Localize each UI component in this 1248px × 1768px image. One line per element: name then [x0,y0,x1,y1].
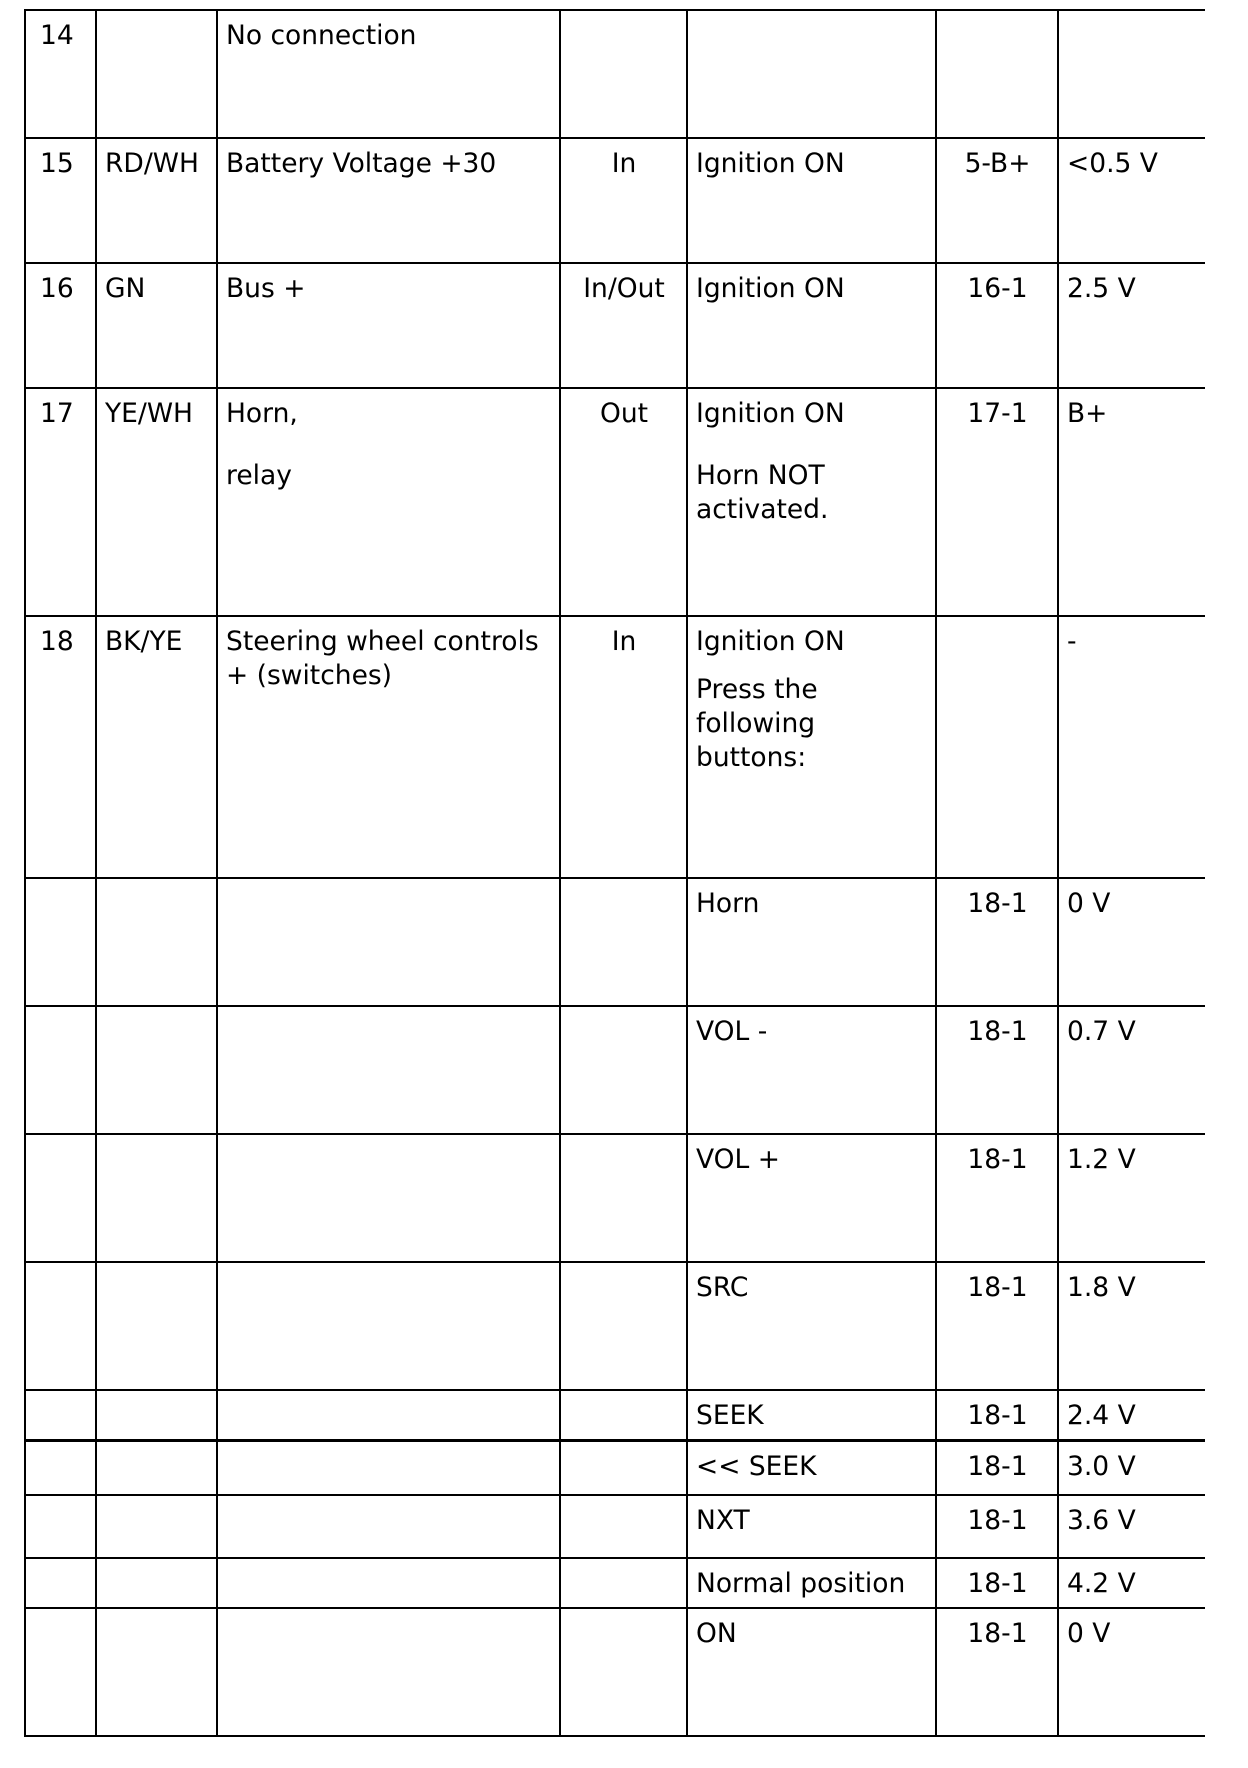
value-cell [1058,1390,1205,1440]
direction-cell [560,1440,687,1495]
condition-line: Normal position [696,1568,906,1599]
color-text: YE/WH [105,398,193,429]
table-row [25,10,1205,138]
condition-cell [687,10,936,138]
pin-number-cell [25,138,96,263]
direction-text: Out [599,398,649,429]
wire-color-cell [96,1262,217,1390]
wire-color-cell [96,1390,217,1440]
wire-color-cell [96,10,217,138]
table-row [25,1440,1205,1495]
pin-assignment-table [24,9,1205,1737]
function-line: Battery Voltage +30 [226,148,497,179]
terminal-text: 18-1 [967,1450,1028,1482]
condition-cell [687,1495,936,1558]
pin-number-cell [25,1262,96,1390]
value-cell [1058,1440,1205,1495]
terminal-cell [936,1495,1058,1558]
wire-color-cell [96,1495,217,1558]
condition-line: << SEEK [696,1450,817,1482]
function-cell [217,1440,560,1495]
table-row [25,1390,1205,1440]
terminal-text: 16-1 [967,273,1028,304]
table-row [25,1134,1205,1262]
value-text: 2.5 V [1067,273,1136,304]
value-cell [1058,388,1205,616]
condition-cell [687,1440,936,1495]
wire-color-cell [96,388,217,616]
condition-line: Horn [696,888,760,919]
value-text: 2.4 V [1067,1400,1136,1431]
condition-line: NXT [696,1505,750,1536]
pin-number-cell [25,1608,96,1736]
direction-cell [560,1558,687,1608]
value-cell [1058,1558,1205,1608]
terminal-text: 17-1 [967,398,1028,429]
pin-text: 17 [40,398,74,429]
terminal-cell [936,138,1058,263]
terminal-text: 18-1 [967,1505,1028,1536]
function-cell [217,10,560,138]
terminal-text: 18-1 [967,1016,1028,1047]
wire-color-cell [96,1134,217,1262]
terminal-cell [936,1262,1058,1390]
terminal-cell [936,10,1058,138]
table-body [25,10,1205,1736]
table-row [25,878,1205,1006]
table-row [25,388,1205,616]
function-cell [217,1134,560,1262]
direction-cell [560,1262,687,1390]
terminal-text: 18-1 [967,1272,1028,1303]
condition-line: Ignition ON [696,273,845,304]
pin-number-cell [25,1390,96,1440]
value-text: 0 V [1067,888,1111,919]
table-row [25,1006,1205,1134]
condition-cell [687,1608,936,1736]
condition-cell [687,616,936,878]
value-text: - [1067,626,1077,657]
terminal-text: 18-1 [967,1400,1028,1431]
value-text: B+ [1067,398,1108,429]
pin-number-cell [25,878,96,1006]
function-line: relay [226,460,292,491]
direction-cell [560,1495,687,1558]
value-cell [1058,878,1205,1006]
value-text: 3.6 V [1067,1505,1136,1536]
color-text: RD/WH [105,148,199,179]
condition-line: ON [696,1618,737,1649]
function-cell [217,1390,560,1440]
pin-number-cell [25,263,96,388]
terminal-text: 18-1 [967,888,1028,919]
table-row [25,1262,1205,1390]
table-row [25,1558,1205,1608]
value-cell [1058,1134,1205,1262]
direction-cell [560,10,687,138]
terminal-cell [936,1390,1058,1440]
condition-line: SEEK [696,1400,764,1431]
value-text: 4.2 V [1067,1568,1136,1599]
function-cell [217,616,560,878]
condition-line: Horn NOT activated. [696,460,829,525]
condition-cell [687,388,936,616]
direction-cell [560,138,687,263]
condition-line: Ignition ON [696,148,845,179]
value-text: 3.0 V [1067,1450,1136,1482]
function-cell [217,1495,560,1558]
value-text: 1.2 V [1067,1144,1136,1175]
wire-color-cell [96,263,217,388]
pin-text: 15 [40,148,74,179]
function-line: Bus + [226,273,306,304]
pin-number-cell [25,10,96,138]
direction-cell [560,1134,687,1262]
wire-color-cell [96,138,217,263]
value-cell [1058,616,1205,878]
value-cell [1058,263,1205,388]
direction-cell [560,878,687,1006]
terminal-cell [936,1558,1058,1608]
pin-number-cell [25,388,96,616]
value-text: 1.8 V [1067,1272,1136,1303]
terminal-cell [936,1608,1058,1736]
wire-color-cell [96,616,217,878]
terminal-cell [936,878,1058,1006]
function-cell [217,263,560,388]
condition-cell [687,138,936,263]
value-cell [1058,1006,1205,1134]
condition-cell [687,1558,936,1608]
pin-number-cell [25,1558,96,1608]
wire-color-cell [96,1006,217,1134]
condition-cell [687,878,936,1006]
wire-color-cell [96,1440,217,1495]
function-line: No connection [226,20,417,51]
direction-cell [560,1608,687,1736]
terminal-cell [936,1440,1058,1495]
wire-color-cell [96,1608,217,1736]
table-row [25,1608,1205,1736]
table-row [25,1495,1205,1558]
terminal-text: 5-B+ [964,148,1031,179]
terminal-cell [936,1006,1058,1134]
value-text: 0.7 V [1067,1016,1136,1047]
function-cell [217,138,560,263]
function-cell [217,1262,560,1390]
value-cell [1058,1608,1205,1736]
pin-text: 16 [40,273,74,304]
condition-cell [687,1262,936,1390]
terminal-text: 18-1 [967,1144,1028,1175]
terminal-cell [936,1134,1058,1262]
condition-line: SRC [696,1272,749,1303]
function-cell [217,1006,560,1134]
value-cell [1058,1262,1205,1390]
value-text: 0 V [1067,1618,1111,1649]
condition-line: Press the following buttons: [696,674,818,773]
function-cell [217,1608,560,1736]
pin-number-cell [25,1134,96,1262]
table-row [25,263,1205,388]
function-cell [217,878,560,1006]
terminal-cell [936,616,1058,878]
function-line: Horn, [226,398,298,429]
terminal-cell [936,263,1058,388]
pin-number-cell [25,1006,96,1134]
pin-number-cell [25,616,96,878]
condition-line: Ignition ON [696,398,845,429]
function-line: Steering wheel controls + (switches) [226,626,539,691]
direction-cell [560,1006,687,1134]
function-cell [217,1558,560,1608]
pin-text: 14 [40,20,74,51]
pin-number-cell [25,1440,96,1495]
color-text: GN [105,273,146,304]
wire-color-cell [96,1558,217,1608]
condition-cell [687,1390,936,1440]
direction-text: In [611,626,637,657]
direction-cell [560,1390,687,1440]
terminal-text: 18-1 [967,1568,1028,1599]
direction-text: In [611,148,637,179]
table-row [25,616,1205,878]
terminal-cell [936,388,1058,616]
condition-line: Ignition ON [696,626,845,657]
condition-line: VOL - [696,1016,768,1047]
pin-text: 18 [40,626,74,657]
wire-color-cell [96,878,217,1006]
direction-cell [560,263,687,388]
condition-cell [687,1006,936,1134]
condition-line: VOL + [696,1144,780,1175]
direction-cell [560,388,687,616]
condition-cell [687,263,936,388]
value-cell [1058,10,1205,138]
value-cell [1058,1495,1205,1558]
value-cell [1058,138,1205,263]
function-cell [217,388,560,616]
terminal-text: 18-1 [967,1618,1028,1649]
condition-cell [687,1134,936,1262]
color-text: BK/YE [105,626,183,657]
value-text: <0.5 V [1067,148,1158,179]
direction-text: In/Out [583,273,665,304]
table-row [25,138,1205,263]
direction-cell [560,616,687,878]
pin-number-cell [25,1495,96,1558]
